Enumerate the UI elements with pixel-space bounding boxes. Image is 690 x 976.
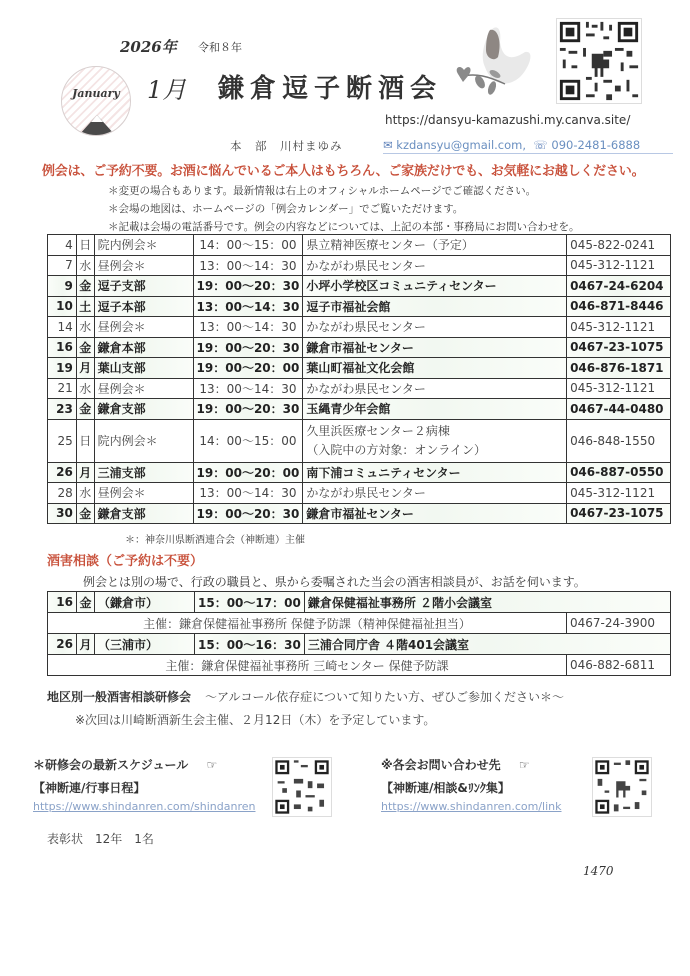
weekday-cell: 水 xyxy=(76,378,94,399)
consultation-description: 例会とは別の場で、行政の職員と、県から委嘱された当会の酒害相談員が、お話を伺います。 xyxy=(83,575,586,589)
tel-cell: 0467-44-0480 xyxy=(567,399,671,420)
time-cell: 15：00〜17：00 xyxy=(195,592,305,613)
headquarters-contact: 本 部 川村まゆみ xyxy=(230,139,343,153)
schedule-qr-code[interactable] xyxy=(272,757,332,817)
weekday-cell: 水 xyxy=(76,255,94,276)
workshop-next: ※次回は川崎断酒新生会主催、２月12日（木）を予定しています。 xyxy=(75,713,436,727)
tel-cell: 046-887-0550 xyxy=(567,462,671,483)
consultation-row xyxy=(48,592,671,613)
meeting-type-cell: 昼例会＊ xyxy=(94,483,193,504)
venue-cell: かながわ県民センター xyxy=(303,378,567,399)
day-cell: 19 xyxy=(48,358,77,379)
venue-cell: 鎌倉市福祉センター xyxy=(303,337,567,358)
note-line: ＊変更の場合もあります。最新情報は右上のオフィシャルホームページでご確認ください。 xyxy=(108,185,537,197)
envelope-icon: ✉ xyxy=(383,138,393,152)
venue-cell: 久里浜医療センター２病棟 （入院中の方対象：オンライン） xyxy=(303,419,567,462)
time-cell: 13：00〜14：30 xyxy=(193,255,303,276)
schedule-link-title xyxy=(33,756,256,773)
table-row xyxy=(48,255,671,276)
table-row xyxy=(48,483,671,504)
weekday-cell: 金 xyxy=(76,399,94,420)
day-cell: 26 xyxy=(48,462,77,483)
workshop-info xyxy=(47,688,564,705)
website-qr-code[interactable] xyxy=(556,18,642,104)
table-row xyxy=(48,296,671,317)
tel-cell: 046-876-1871 xyxy=(567,358,671,379)
weekday-cell: 月 xyxy=(76,462,94,483)
day-cell: 16 xyxy=(48,592,77,613)
table-row xyxy=(48,358,671,379)
meeting-type-cell: 鎌倉本部 xyxy=(94,337,193,358)
contact-link-title xyxy=(381,756,562,773)
time-cell: 19：00〜20：00 xyxy=(193,358,303,379)
page-title: 鎌倉逗子断酒会 xyxy=(218,74,443,104)
day-cell: 21 xyxy=(48,378,77,399)
consultation-row xyxy=(48,634,671,655)
tel-cell: 045-312-1121 xyxy=(567,317,671,338)
day-cell: 4 xyxy=(48,235,77,256)
website-link[interactable]: https://dansyu-kamazushi.my.canva.site/ xyxy=(385,113,631,127)
table-row xyxy=(48,317,671,338)
table-row xyxy=(48,419,671,462)
schedule-footnote: ＊：神奈川県断酒連合会（神断連）主催 xyxy=(125,535,305,546)
schedule-link-title-text: ＊研修会の最新スケジュール xyxy=(33,758,189,772)
time-cell: 14：00〜15：00 xyxy=(193,419,303,462)
tel-cell: 046-871-8446 xyxy=(567,296,671,317)
tel-cell: 045-312-1121 xyxy=(567,378,671,399)
phone-link[interactable]: 090-2481-6888 xyxy=(551,138,641,152)
venue-cell: 県立精神医療センター（予定） xyxy=(303,235,567,256)
schedule-link-url[interactable]: https://www.shindanren.com/shindanren xyxy=(33,800,256,813)
weekday-cell: 土 xyxy=(76,296,94,317)
schedule-link-block xyxy=(33,756,256,813)
meeting-type-cell: 逗子支部 xyxy=(94,276,193,297)
year-label: 2026年 xyxy=(120,38,177,56)
pointing-hand-icon: ☞ xyxy=(518,758,530,772)
weekday-cell: 金 xyxy=(76,276,94,297)
day-cell: 16 xyxy=(48,337,77,358)
contact-link-title-text: ※各会お問い合わせ先 xyxy=(381,758,501,772)
host-cell: 主催：鎌倉保健福祉事務所 三崎センター 保健予防課 xyxy=(48,655,567,676)
time-cell: 19：00〜20：30 xyxy=(193,337,303,358)
tel-cell: 046-848-1550 xyxy=(567,419,671,462)
host-cell: 主催：鎌倉保健福祉事務所 保健予防課（精神保健福祉担当） xyxy=(48,613,567,634)
meeting-type-cell: 葉山支部 xyxy=(94,358,193,379)
schedule-table xyxy=(47,234,671,524)
weekday-cell: 日 xyxy=(76,235,94,256)
meeting-type-cell: 鎌倉支部 xyxy=(94,399,193,420)
note-line: ＊記載は会場の電話番号です。例会の内容などについては、上記の本部・事務局にお問い合わせを。 xyxy=(108,221,580,233)
dove-icon xyxy=(450,22,540,102)
venue-cell: 玉縄青少年会館 xyxy=(303,399,567,420)
venue-cell: 鎌倉市福祉センター xyxy=(303,503,567,524)
time-cell: 13：00〜14：30 xyxy=(193,378,303,399)
table-row xyxy=(48,462,671,483)
table-row xyxy=(48,378,671,399)
pointing-hand-icon: ☞ xyxy=(206,758,218,772)
day-cell: 10 xyxy=(48,296,77,317)
january-badge-logo xyxy=(61,66,131,136)
weekday-cell: 日 xyxy=(76,419,94,462)
venue-cell: かながわ県民センター xyxy=(303,317,567,338)
day-cell: 28 xyxy=(48,483,77,504)
tel-cell: 0467-23-1075 xyxy=(567,503,671,524)
era-year-label: 令和８年 xyxy=(198,41,242,54)
handwritten-number: 1470 xyxy=(583,864,614,878)
day-cell: 30 xyxy=(48,503,77,524)
email-link[interactable]: kzdansyu@gmail.com, xyxy=(396,138,527,152)
phone-icon: ☏ xyxy=(533,138,548,152)
tel-cell: 0467-24-3900 xyxy=(567,613,671,634)
meeting-type-cell: 昼例会＊ xyxy=(94,317,193,338)
time-cell: 19：00〜20：30 xyxy=(193,399,303,420)
day-cell: 9 xyxy=(48,276,77,297)
venue-cell: かながわ県民センター xyxy=(303,483,567,504)
contact-line xyxy=(383,138,673,154)
contact-link-block xyxy=(381,756,562,813)
consultation-title: 酒害相談（ご予約は不要） xyxy=(47,554,204,569)
tel-cell: 045-312-1121 xyxy=(567,255,671,276)
tel-cell: 0467-23-1075 xyxy=(567,337,671,358)
weekday-cell: 月 xyxy=(77,634,95,655)
venue-cell: かながわ県民センター xyxy=(303,255,567,276)
city-cell: （鎌倉市） xyxy=(95,592,195,613)
table-row xyxy=(48,399,671,420)
month-label: 1月 xyxy=(147,76,187,104)
weekday-cell: 金 xyxy=(76,337,94,358)
meeting-type-cell: 院内例会＊ xyxy=(94,235,193,256)
contact-link-url[interactable]: https://www.shindanren.com/link xyxy=(381,800,562,813)
day-cell: 14 xyxy=(48,317,77,338)
workshop-subtitle: 〜アルコール依存症について知りたい方、ぜひご参加ください＊〜 xyxy=(205,690,565,704)
venue-cell: 葉山町福祉文化会館 xyxy=(303,358,567,379)
time-cell: 15：00〜16：30 xyxy=(195,634,305,655)
day-cell: 26 xyxy=(48,634,77,655)
tel-cell: 045-312-1121 xyxy=(567,483,671,504)
day-cell: 25 xyxy=(48,419,77,462)
weekday-cell: 金 xyxy=(77,592,95,613)
time-cell: 19：00〜20：30 xyxy=(193,276,303,297)
badge-text: January xyxy=(72,87,120,100)
weekday-cell: 月 xyxy=(76,358,94,379)
consultation-host-row xyxy=(48,655,671,676)
tel-cell: 045-822-0241 xyxy=(567,235,671,256)
table-row xyxy=(48,235,671,256)
consultation-table xyxy=(47,591,671,676)
venue-cell: 三浦合同庁舎 ４階401会議室 xyxy=(304,634,670,655)
contact-link-sub: 【神断連/相談&ﾘﾝｸ集】 xyxy=(381,781,510,795)
time-cell: 19：00〜20：00 xyxy=(193,462,303,483)
table-row xyxy=(48,276,671,297)
consultation-host-row xyxy=(48,613,671,634)
meeting-type-cell: 三浦支部 xyxy=(94,462,193,483)
meeting-type-cell: 院内例会＊ xyxy=(94,419,193,462)
meeting-type-cell: 昼例会＊ xyxy=(94,255,193,276)
tel-cell: 046-882-6811 xyxy=(567,655,671,676)
tel-cell: 0467-24-6204 xyxy=(567,276,671,297)
venue-cell: 小坪小学校区コミュニティセンター xyxy=(303,276,567,297)
venue-cell: 南下浦コミュニティセンター xyxy=(303,462,567,483)
time-cell: 13：00〜14：30 xyxy=(193,317,303,338)
weekday-cell: 金 xyxy=(76,503,94,524)
table-row xyxy=(48,337,671,358)
day-cell: 23 xyxy=(48,399,77,420)
meeting-type-cell: 逗子本部 xyxy=(94,296,193,317)
time-cell: 13：00〜14：30 xyxy=(193,296,303,317)
workshop-title: 地区別一般酒害相談研修会 xyxy=(47,690,192,704)
notice-banner: 例会は、ご予約不要。お酒に悩んでいるご本人はもちろん、ご家族だけでも、お気軽にお越しください。 xyxy=(42,164,645,179)
day-cell: 7 xyxy=(48,255,77,276)
time-cell: 19：00〜20：30 xyxy=(193,503,303,524)
schedule-link-sub: 【神断連/行事日程】 xyxy=(33,781,146,795)
table-row xyxy=(48,503,671,524)
meeting-type-cell: 昼例会＊ xyxy=(94,378,193,399)
weekday-cell: 水 xyxy=(76,317,94,338)
weekday-cell: 水 xyxy=(76,483,94,504)
award-note: 表彰状 12年 1名 xyxy=(47,832,154,846)
contact-qr-code[interactable] xyxy=(592,757,652,817)
venue-cell: 鎌倉保健福祉事務所 ２階小会議室 xyxy=(304,592,670,613)
meeting-type-cell: 鎌倉支部 xyxy=(94,503,193,524)
venue-cell: 逗子市福祉会館 xyxy=(303,296,567,317)
time-cell: 13：00〜14：30 xyxy=(193,483,303,504)
time-cell: 14：00〜15：00 xyxy=(193,235,303,256)
note-line: ＊会場の地図は、ホームページの「例会カレンダー」でご覧いただけます。 xyxy=(108,203,464,215)
city-cell: （三浦市） xyxy=(95,634,195,655)
